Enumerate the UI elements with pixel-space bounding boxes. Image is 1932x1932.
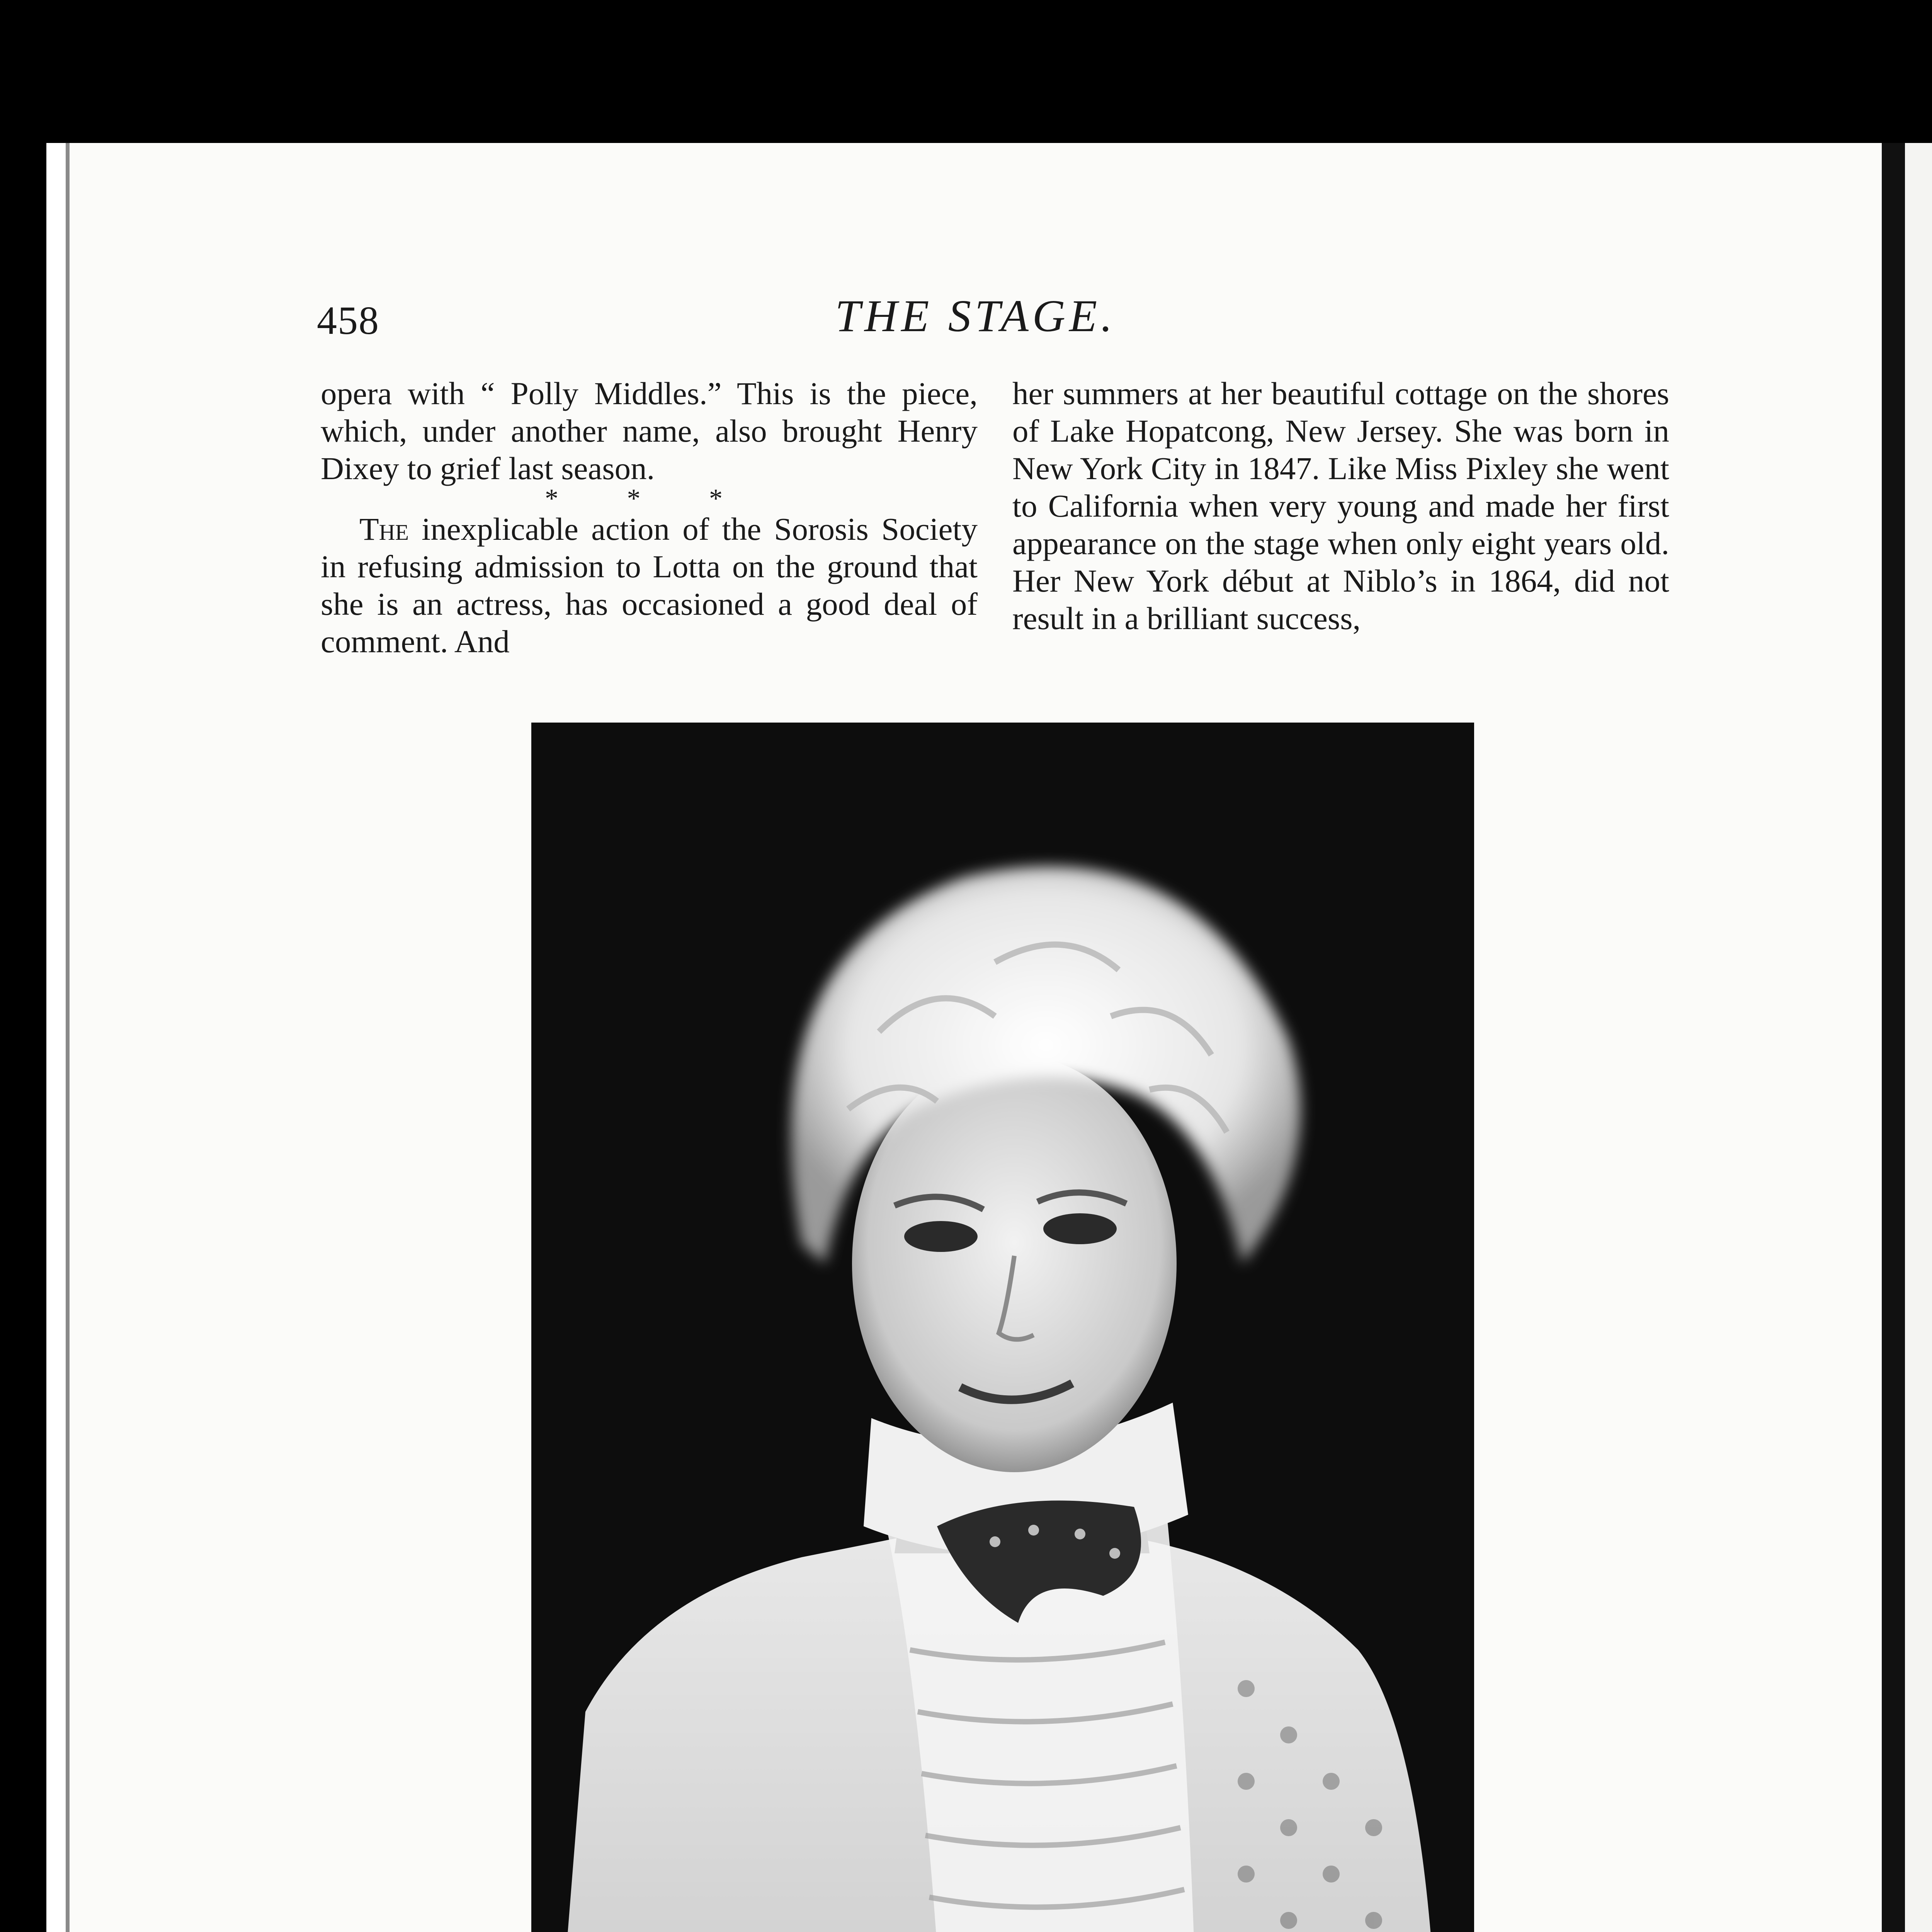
portrait-photo-lotta [531, 723, 1474, 1932]
book-spine [1882, 143, 1905, 1932]
magazine-page [70, 143, 1882, 1932]
page-left-edge-line [66, 143, 70, 1932]
paragraph-text: inexplicable action of the Sorosis Society in refusing admission to Lotta on the ground that she is an actress, has occasioned a good deal of comment. And [321, 511, 978, 659]
facing-page-edge [1905, 143, 1932, 1932]
paragraph: opera with “ Polly Middles.” This is the piece, which, under another name, also brought Henry Dixey to grief last season. [321, 376, 978, 486]
paragraph [321, 510, 978, 660]
paragraph: her summers at her beautiful cottage on the shores of Lake Hopatcong, New Jersey. She was born in New York City in 1847. Like Miss Pixley she went to California when very young and made her first appearance on the stage when only eight years old. Her New York début at Niblo’s in 1864, did not result in a brilliant success, [1012, 376, 1669, 636]
running-head: THE STAGE. [835, 291, 1116, 341]
paragraph-lead-word: The [359, 511, 409, 547]
page-number: 458 [317, 298, 379, 343]
portrait-illustration [531, 723, 1474, 1932]
column-top-right [1012, 375, 1669, 637]
page-left-margin [46, 143, 66, 1932]
section-break: * * * [545, 484, 753, 514]
column-top-left [321, 375, 978, 660]
